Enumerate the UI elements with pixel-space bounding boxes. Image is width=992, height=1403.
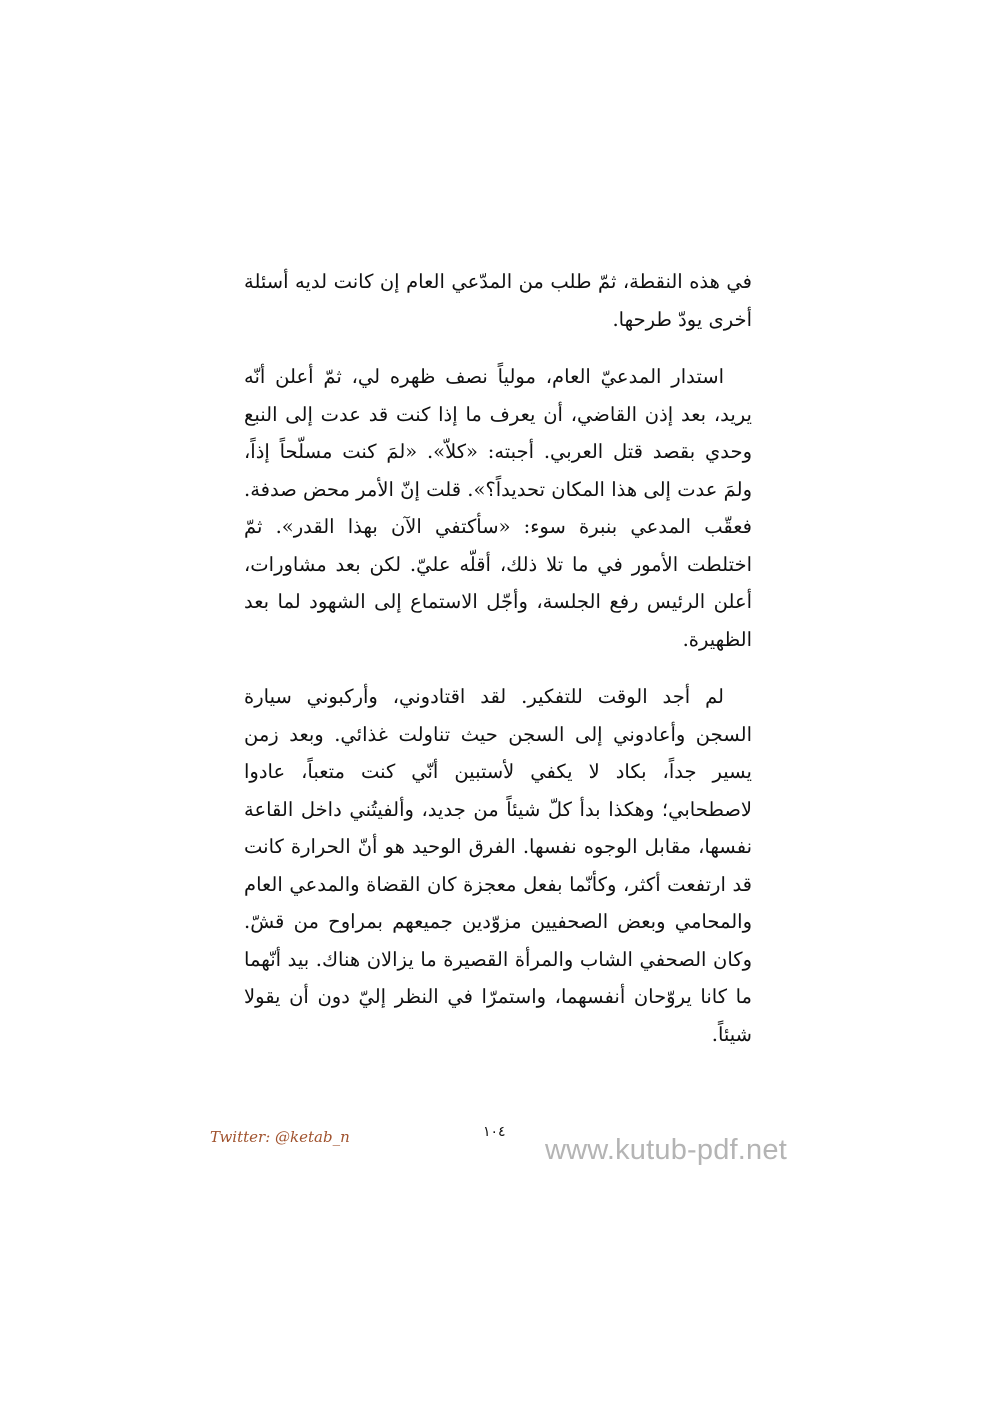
paragraph-1: في هذه النقطة، ثمّ طلب من المدّعي العام إن كانت لديه أسئلة أخرى يودّ طرحها. <box>244 270 752 331</box>
page-number: ١٠٤ <box>483 1124 506 1140</box>
paragraph-2: استدار المدعيّ العام، مولياً نصف ظهره لي، ثمّ أعلن أنّه يريد، بعد إذن القاضي، أن يعرف ما إذا كنت قد عدت إلى النبع وحدي بقصد قتل العربي. أجبته: «كلاّ». «لمَ كنت مسلّحاً إذاً، ولمَ عدت إلى هذا المكان تحديداً؟». قلت إنّ الأمر محض صدفة. فعقّب المدعي بنبرة سوء: «سأكتفي الآن بهذا القدر». ثمّ اختلطت الأمور في ما تلا ذلك، أقلّه عليّ. لكن بعد مشاورات، أعلن الرئيس رفع الجلسة، وأجّل الاستماع إلى الشهود لما بعد الظهيرة. <box>244 365 752 651</box>
twitter-handle: Twitter: @ketab_n <box>210 1128 350 1146</box>
paragraph-3: لم أجد الوقت للتفكير. لقد اقتادوني، وأركبوني سيارة السجن وأعادوني إلى السجن حيث تناولت غذائي. وبعد زمن يسير جداً، بكاد لا يكفي لأستبين أنّي كنت متعباً، عادوا لاصطحابي؛ وهكذا بدأ كلّ شيئاً من جديد، وألفيتُني داخل القاعة نفسها، مقابل الوجوه نفسها. الفرق الوحيد هو أنّ الحرارة كانت قد ارتفعت أكثر، وكأنّما بفعل معجزة كان القضاة والمدعي العام والمحامي وبعض الصحفيين مزوّدين جميعهم بمراوح من قشّ. وكان الصحفي الشاب والمرأة القصيرة ما يزالان هناك. بيد أنّهما ما كانا يروّحان أنفسهما، واستمرّا في النظر إليّ دون أن يقولا شيئاً. <box>244 685 752 1046</box>
watermark-url: www.kutub-pdf.net <box>545 1134 787 1166</box>
body-text <box>244 263 752 1073</box>
